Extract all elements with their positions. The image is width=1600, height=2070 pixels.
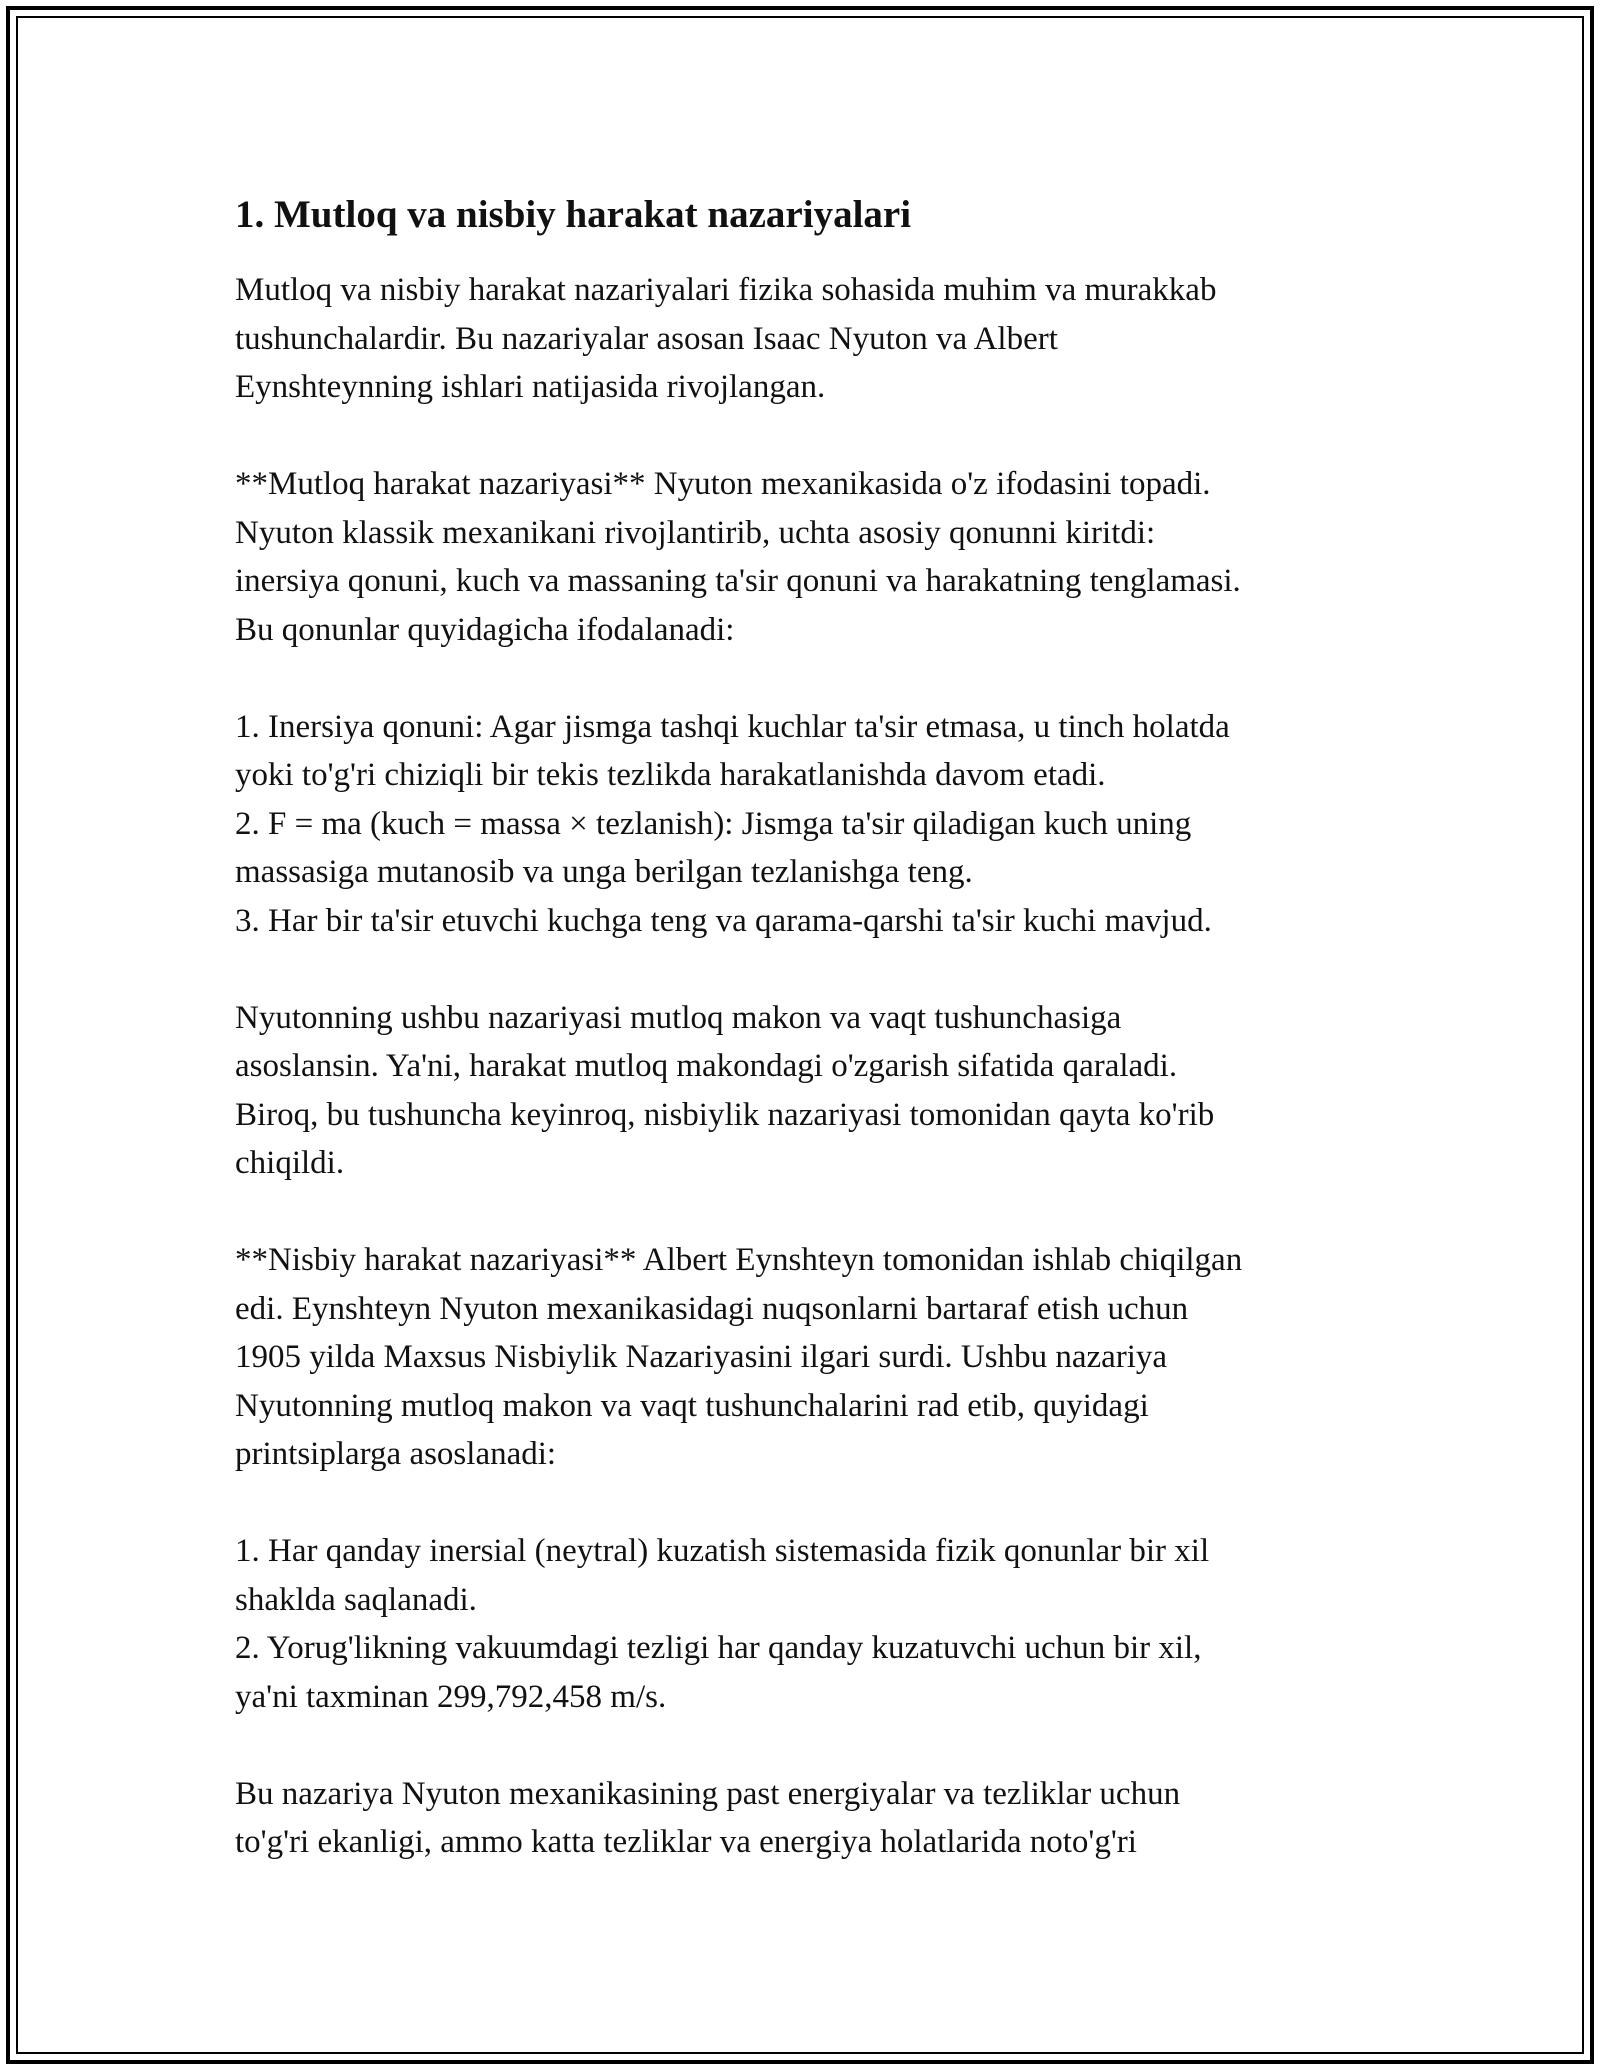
section-title: 1. Mutloq va nisbiy harakat nazariyalari	[235, 193, 912, 236]
list-item: massasiga mutanosib va unga berilgan tezlanishga teng.	[235, 854, 973, 890]
list-item: ya'ni taxminan 299,792,458 m/s.	[235, 1678, 667, 1715]
text-line: Eynshteynning ishlari natijasida rivojlangan.	[235, 369, 826, 405]
list-item: shaklda saqlanadi.	[235, 1581, 477, 1618]
text-line: chiqildi.	[235, 1145, 345, 1181]
list-item: 2. Yorug'likning vakuumdagi tezligi har qanday kuzatuvchi uchun bir xil,	[235, 1630, 1202, 1666]
list-item: 1. Inersiya qonuni: Agar jismga tashqi kuchlar ta'sir etmasa, u tinch holatda	[235, 708, 1230, 745]
text-line: Biroq, bu tushuncha keyinroq, nisbiylik nazariyasi tomonidan qayta ko'rib	[235, 1096, 1215, 1133]
text-line: Nyutonning mutloq makon va vaqt tushunchalarini rad etib, quyidagi	[235, 1387, 1149, 1424]
paragraph-conclusion	[235, 1770, 1375, 1867]
paragraph-intro	[235, 266, 1375, 412]
text-line: asoslansin. Ya'ni, harakat mutloq makondagi o'zgarish sifatida qaraladi.	[235, 1048, 1178, 1084]
list-relativity-principles	[235, 1527, 1375, 1721]
text-line: Bu nazariya Nyuton mexanikasining past energiyalar va tezliklar uchun	[235, 1775, 1181, 1812]
text-line: edi. Eynshteyn Nyuton mexanikasidagi nuqsonlarni bartaraf etish uchun	[235, 1290, 1189, 1327]
paragraph-absolute-motion	[235, 460, 1375, 654]
text-line: **Nisbiy harakat nazariyasi** Albert Eynshteyn tomonidan ishlab chiqilgan	[235, 1242, 1243, 1278]
text-line: to'g'ri ekanligi, ammo katta tezliklar va energiya holatlarida noto'g'ri	[235, 1824, 1137, 1860]
text-line: Nyuton klassik mexanikani rivojlantirib, uchta asosiy qonunni kiritdi:	[235, 514, 1156, 551]
text-line: Nyutonning ushbu nazariyasi mutloq makon va vaqt tushunchasiga	[235, 999, 1122, 1036]
list-item: yoki to'g'ri chiziqli bir tekis tezlikda harakatlanishda davom etadi.	[235, 757, 1106, 793]
document-body	[235, 190, 1375, 1915]
text-line: Bu qonunlar quyidagicha ifodalanadi:	[235, 611, 735, 648]
text-line: tushunchalardir. Bu nazariyalar asosan Isaac Nyuton va Albert	[235, 320, 1058, 357]
text-line: **Mutloq harakat nazariyasi** Nyuton mexanikasida o'z ifodasini topadi.	[235, 466, 1211, 502]
paragraph-relative-motion	[235, 1236, 1375, 1479]
text-line: inersiya qonuni, kuch va massaning ta'sir qonuni va harakatning tenglamasi.	[235, 563, 1241, 599]
list-item: 2. F = ma (kuch = massa × tezlanish): Jismga ta'sir qiladigan kuch uning	[235, 805, 1192, 842]
text-line: Mutloq va nisbiy harakat nazariyalari fizika sohasida muhim va murakkab	[235, 272, 1217, 308]
list-item: 1. Har qanday inersial (neytral) kuzatish sistemasida fizik qonunlar bir xil	[235, 1533, 1210, 1569]
list-item: 3. Har bir ta'sir etuvchi kuchga teng va qarama-qarshi ta'sir kuchi mavjud.	[235, 902, 1212, 939]
paragraph-absolute-space	[235, 994, 1375, 1188]
text-line: 1905 yilda Maxsus Nisbiylik Nazariyasini ilgari surdi. Ushbu nazariya	[235, 1339, 1168, 1375]
text-line: printsiplarga asoslanadi:	[235, 1436, 557, 1472]
list-newton-laws	[235, 703, 1375, 946]
